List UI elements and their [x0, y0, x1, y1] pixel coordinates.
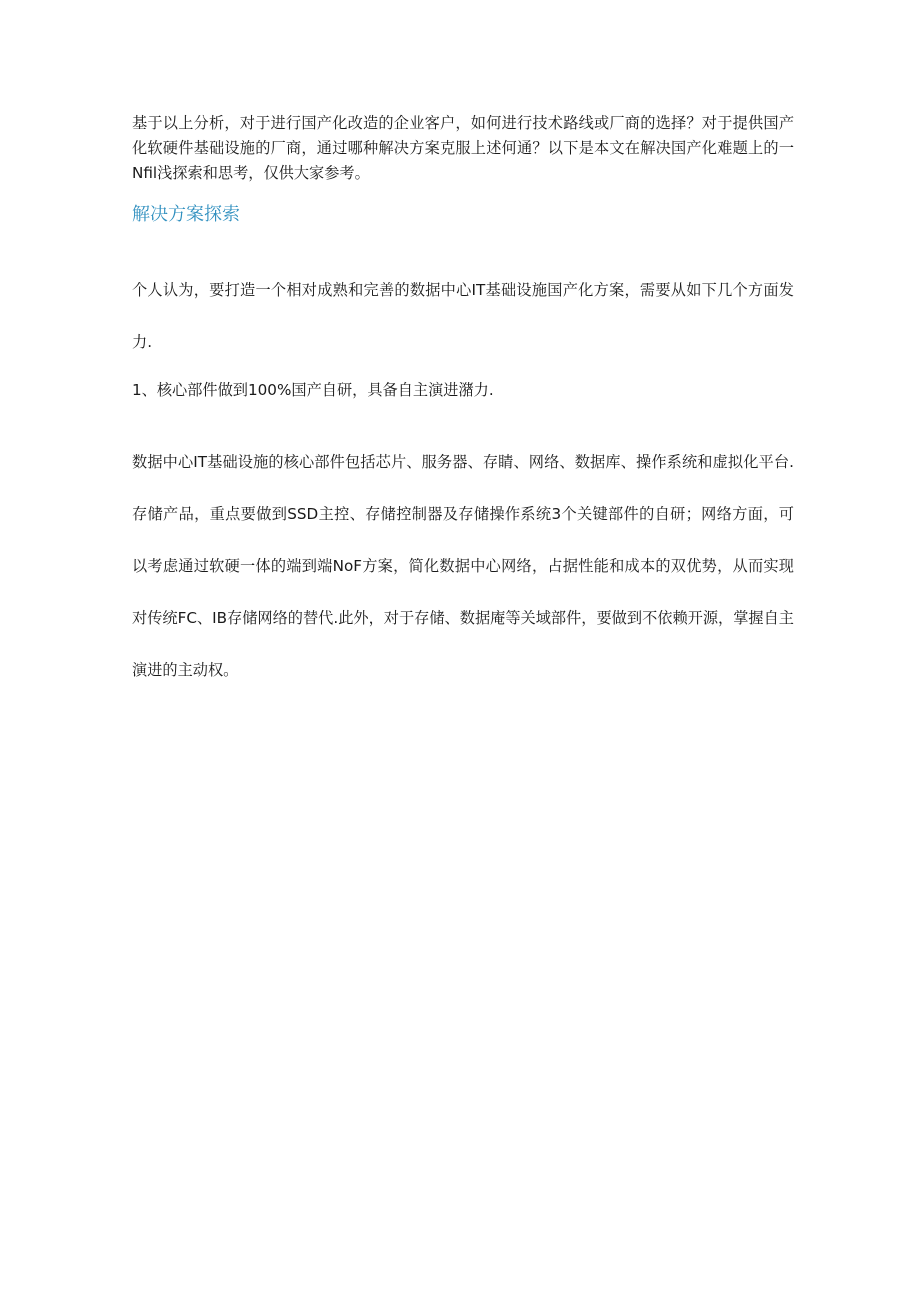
numbered-point-1: 1、核心部件做到100%国产自研，具备自主演进潴力.	[132, 381, 494, 399]
body-paragraph-1: 个人认为，要打造一个相对成熟和完善的数据中心IT基础设施国产化方案，需要从如下几个方面发力.	[132, 281, 794, 351]
section-heading: 解决方案探索	[132, 204, 240, 225]
body-paragraph-2: 数据中心IT基础设施的核心部件包括芯片、服务器、存睛、网络、数据库、操作系统和虚拟化平台.存储产品，重点要做到SSD主控、存储控制器及存储操作系统3个关键部件的自研；网络方面，可以考虑通过软硬一体的端到端NoF方案，简化数据中心网络，占据性能和成本的双优势，从而实现对传统FC、IB存储网络的替代.此外，对于存储、数据庵等关域部件，要做到不依赖开源，掌握自主演进的主动权。	[132, 453, 794, 679]
intro-paragraph: 基于以上分析，对于进行国产化改造的企业客户，如何进行技术路线或厂商的选择？对于提供国产化软硬件基础设施的厂商，通过哪种解决方案克服上述何通？以下是本文在解决国产化难题上的一Nfil浅探索和思考，仅供大家参考。	[132, 114, 794, 182]
